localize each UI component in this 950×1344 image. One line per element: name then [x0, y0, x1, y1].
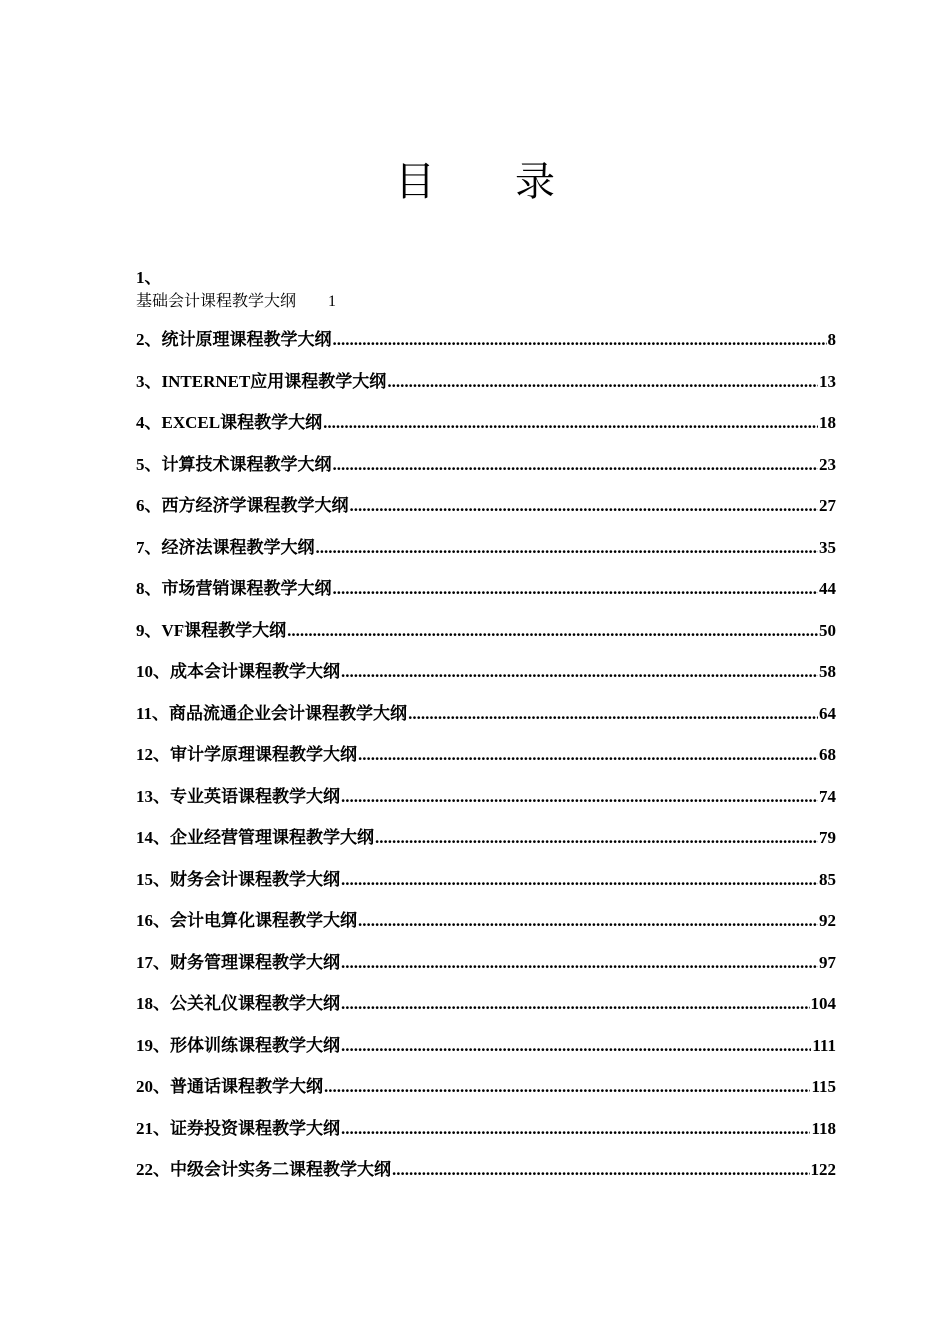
toc-entry-page: 64: [819, 703, 836, 723]
toc-entry[interactable]: [136, 571, 836, 613]
toc-dot-leader: [323, 405, 818, 441]
toc-entry-page: 68: [819, 745, 836, 764]
toc-entry[interactable]: [136, 1152, 836, 1194]
toc-entry-page: 104: [810, 994, 836, 1013]
toc-dot-leader: [408, 696, 818, 732]
toc-dot-leader: [341, 779, 818, 815]
toc-entry[interactable]: [136, 405, 836, 447]
toc-entry-label: 19、形体训练课程教学大纲: [136, 1035, 340, 1055]
toc-entry-label: 22、中级会计实务二课程教学大纲: [136, 1160, 391, 1179]
toc-entry-page: 18: [819, 413, 836, 432]
toc-entry[interactable]: [136, 1069, 836, 1111]
toc-entry-label: 3、INTERNET应用课程教学大纲: [136, 371, 387, 391]
toc-entry-label: 18、公关礼仪课程教学大纲: [136, 994, 340, 1013]
toc-dot-leader: [392, 1152, 810, 1188]
toc-entry[interactable]: [136, 322, 836, 364]
toc-entry[interactable]: [136, 364, 836, 406]
toc-entry[interactable]: [136, 1111, 836, 1153]
toc-entry-page: 13: [819, 371, 836, 391]
toc-dot-leader: [333, 322, 827, 358]
toc-entry-page: 118: [811, 1118, 836, 1138]
toc-dot-leader: [358, 737, 818, 773]
toc-dot-leader: [341, 945, 818, 981]
toc-entry[interactable]: [136, 1028, 836, 1070]
toc-entry[interactable]: [136, 530, 836, 572]
toc-entry[interactable]: [136, 986, 836, 1028]
toc-dot-leader: [287, 613, 818, 649]
toc-entry[interactable]: [136, 945, 836, 987]
title-char-2: 录: [515, 159, 555, 205]
toc-entry-1-label: 基础会计课程教学大纲: [136, 293, 297, 310]
toc-entry-page: 8: [827, 330, 836, 349]
toc-entry-label: 12、审计学原理课程教学大纲: [136, 745, 357, 764]
toc-entry[interactable]: [136, 737, 836, 779]
toc-entry-page: 92: [819, 911, 836, 930]
toc-dot-leader: [316, 530, 819, 566]
toc-entry-label: 2、统计原理课程教学大纲: [136, 330, 332, 349]
toc-entry-label: 7、经济法课程教学大纲: [136, 537, 315, 557]
toc-entry[interactable]: [136, 779, 836, 821]
toc-entry-1[interactable]: [136, 266, 436, 314]
toc-entry-label: 6、西方经济学课程教学大纲: [136, 496, 349, 515]
toc-dot-leader: [341, 654, 818, 690]
toc-entry[interactable]: [136, 654, 836, 696]
toc-dot-leader: [341, 862, 818, 898]
toc-entry-page: 85: [819, 869, 836, 889]
toc-entry-label: 17、财务管理课程教学大纲: [136, 952, 340, 972]
toc-dot-leader: [375, 820, 818, 856]
toc-dot-leader: [333, 447, 819, 483]
toc-entry[interactable]: [136, 613, 836, 655]
toc-entry-page: 23: [819, 454, 836, 474]
toc-entry-1-line: [136, 290, 436, 314]
toc-entry-label: 13、专业英语课程教学大纲: [136, 786, 340, 806]
toc-entry-label: 9、VF课程教学大纲: [136, 620, 287, 640]
toc-entry-label: 5、计算技术课程教学大纲: [136, 454, 332, 474]
toc-entry-label: 14、企业经营管理课程教学大纲: [136, 828, 374, 847]
toc-entry-page: 115: [811, 1077, 836, 1096]
title-char-1: 目: [395, 159, 435, 205]
toc-entry[interactable]: [136, 820, 836, 862]
toc-entry[interactable]: [136, 488, 836, 530]
toc-entry-label: 21、证券投资课程教学大纲: [136, 1118, 340, 1138]
toc-entry-page: 79: [819, 828, 836, 847]
toc-dot-leader: [333, 571, 819, 607]
toc-entry[interactable]: [136, 447, 836, 489]
toc-entry[interactable]: [136, 696, 836, 738]
toc-entry-1-page: 1: [328, 293, 337, 310]
page-title: [0, 156, 950, 208]
toc-entry-page: 44: [819, 579, 836, 598]
toc-entry[interactable]: [136, 862, 836, 904]
toc-entry-page: 27: [819, 496, 836, 515]
toc-dot-leader: [324, 1069, 810, 1105]
toc-entry-label: 16、会计电算化课程教学大纲: [136, 911, 357, 930]
table-of-contents: [136, 322, 836, 1194]
toc-entry[interactable]: [136, 903, 836, 945]
toc-dot-leader: [341, 986, 810, 1022]
toc-entry-page: 50: [819, 620, 836, 640]
toc-dot-leader: [387, 364, 818, 400]
toc-dot-leader: [341, 1111, 810, 1147]
toc-dot-leader: [358, 903, 818, 939]
toc-entry-label: 10、成本会计课程教学大纲: [136, 662, 340, 681]
toc-entry-label: 15、财务会计课程教学大纲: [136, 869, 340, 889]
toc-entry-label: 20、普通话课程教学大纲: [136, 1077, 323, 1096]
toc-entry-1-number: 1、: [136, 268, 162, 287]
toc-entry-label: 8、市场营销课程教学大纲: [136, 579, 332, 598]
toc-dot-leader: [350, 488, 819, 524]
toc-entry-page: 58: [819, 662, 836, 681]
toc-entry-page: 111: [812, 1035, 836, 1055]
toc-dot-leader: [341, 1028, 811, 1064]
toc-entry-label: 4、EXCEL课程教学大纲: [136, 413, 323, 432]
toc-entry-page: 97: [819, 952, 836, 972]
toc-entry-label: 11、商品流通企业会计课程教学大纲: [136, 703, 408, 723]
toc-entry-page: 122: [810, 1160, 836, 1179]
toc-entry-page: 35: [819, 537, 836, 557]
toc-entry-page: 74: [819, 786, 836, 806]
